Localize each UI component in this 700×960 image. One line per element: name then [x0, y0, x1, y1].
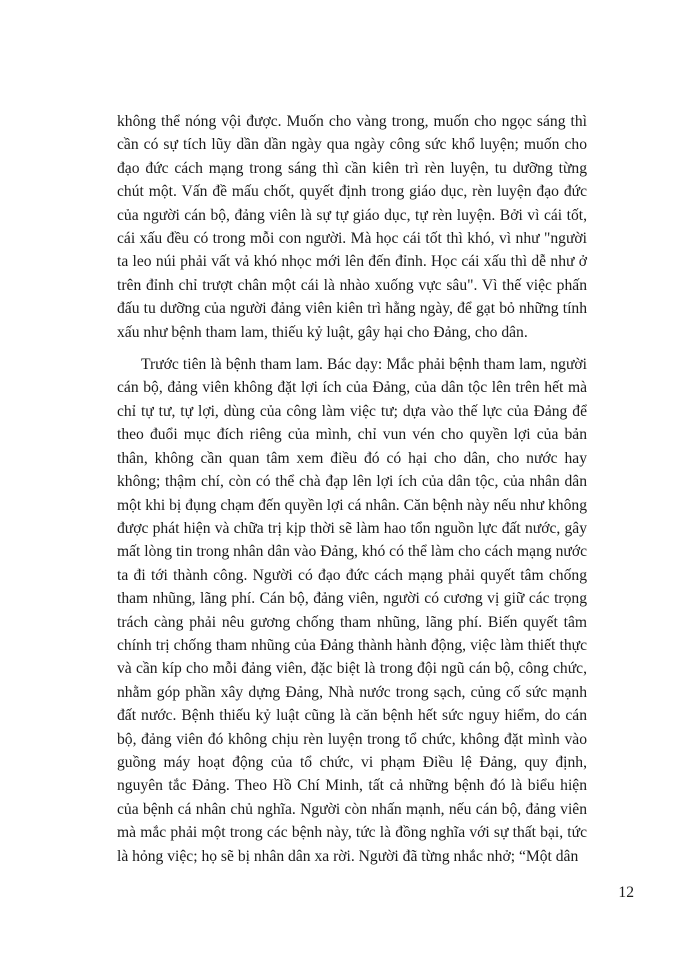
paragraph-continuation: không thể nóng vội được. Muốn cho vàng trong, muốn cho ngọc sáng thì cần có sự tích lũy dần dần ngày qua ngày công sức khổ luyện; muốn cho đạo đức cách mạng trong sáng thì cần kiên trì rèn luyện, tu dưỡng từng chút một. Vấn đề mấu chốt, quyết định trong giáo dục, rèn luyện đạo đức của người cán bộ, đảng viên là sự tự giáo dục, tự rèn luyện. Bởi vì cái tốt, cái xấu đều có trong mỗi con người. Mà học cái tốt thì khó, vì như "người ta leo núi phải vất vả khó nhọc mới lên đến đỉnh. Học cái xấu thì dễ như ở trên đỉnh chỉ trượt chân một cái là nhào xuống vực sâu". Vì thế việc phấn đấu tu dưỡng của người đảng viên kiên trì hằng ngày, để gạt bỏ những tính xấu như bệnh tham lam, thiếu kỷ luật, gây hại cho Đảng, cho dân. — [117, 113, 587, 341]
body-text — [117, 110, 587, 868]
paragraph-greed: Trước tiên là bệnh tham lam. Bác dạy: Mắc phải bệnh tham lam, người cán bộ, đảng viên không đặt lợi ích của Đảng, của dân tộc lên trên hết mà chỉ tự tư, tự lợi, dùng của công làm việc tư; dựa vào thế lực của Đảng để theo đuổi mục đích riêng của mình, chỉ vun vén cho quyền lợi của bản thân, không cần quan tâm xem điều đó có hại cho dân, cho nước hay không; thậm chí, còn có thể chà đạp lên lợi ích của dân tộc, của nhân dân một khi bị đụng chạm đến quyền lợi cá nhân. Căn bệnh này nếu như không được phát hiện và chữa trị kịp thời sẽ làm hao tổn nguồn lực đất nước, gây mất lòng tin trong nhân dân vào Đảng, khó có thể làm cho cách mạng nước ta đi tới thành công. Người có đạo đức cách mạng phải quyết tâm chống tham nhũng, lãng phí. Cán bộ, đảng viên, người có cương vị giữ các trọng trách càng phải nêu gương chống tham nhũng, lãng phí. Biến quyết tâm chính trị chống tham nhũng của Đảng thành hành động, việc làm thiết thực và cần kíp cho mỗi đảng viên, đặc biệt là trong đội ngũ cán bộ, công chức, nhằm góp phần xây dựng Đảng, Nhà nước trong sạch, củng cố sức mạnh đất nước. Bệnh thiếu kỷ luật cũng là căn bệnh hết sức nguy hiểm, do cán bộ, đảng viên đó không chịu rèn luyện trong tổ chức, không đặt mình vào guồng máy hoạt động của tổ chức, vi phạm Điều lệ Đảng, quy định, nguyên tắc Đảng. Theo Hồ Chí Minh, tất cả những bệnh đó là biểu hiện của bệnh cá nhân chủ nghĩa. Người còn nhấn mạnh, nếu cán bộ, đảng viên mà mắc phải một trong các bệnh này, tức là đồng nghĩa với sự thất bại, tức là hỏng việc; họ sẽ bị nhân dân xa rời. Người đã từng nhắc nhở; “Một dân — [117, 356, 587, 865]
page-number: 12 — [618, 884, 634, 901]
